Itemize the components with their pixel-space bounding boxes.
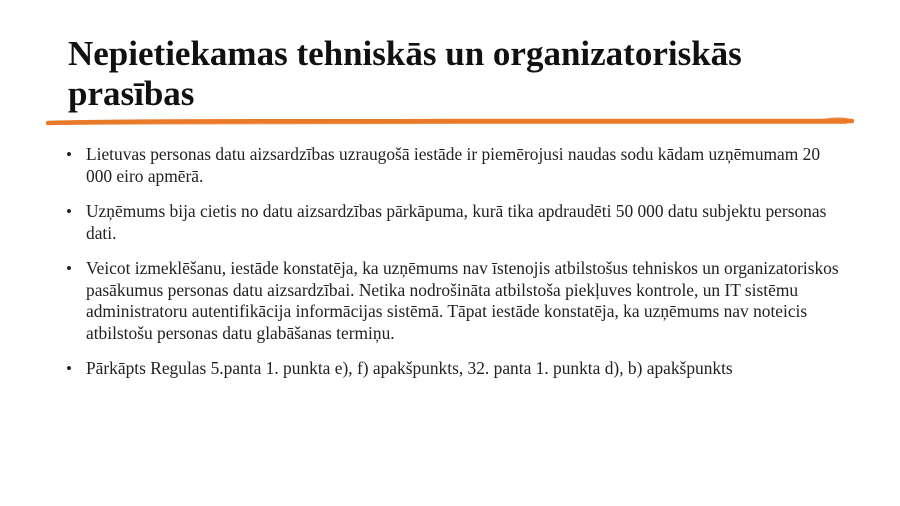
bullet-item <box>66 201 846 244</box>
bullet-dot: • <box>66 202 72 221</box>
bullet-list <box>66 144 846 394</box>
title-underline-brush <box>46 114 854 130</box>
brush-stroke-texture <box>52 123 846 124</box>
bullet-dot: • <box>66 359 72 378</box>
bullet-item <box>66 258 846 344</box>
bullet-dot: • <box>66 259 72 278</box>
bullet-item <box>66 144 846 187</box>
bullet-dot: • <box>66 145 72 164</box>
bullet-text: Lietuvas personas datu aizsardzības uzraugošā iestāde ir piemērojusi naudas sodu kādam uzņēmumam 20 000 eiro apmērā. <box>86 144 821 186</box>
bullet-item <box>66 358 846 380</box>
bullet-text: Veicot izmeklēšanu, iestāde konstatēja, ka uzņēmums nav īstenojis atbilstošus tehniskos un organizatoriskos pasākumus personas datu aizsardzībai. Netika nodrošināta atbilstoša piekļuves kontrole, un IT sistēmu administratoru autentifikācija informācijas sistēmā. Tāpat iestāde konstatēja, ka uzņēmums nav noteicis atbilstošu personas datu glabāšanas termiņu. <box>86 258 839 343</box>
bullet-text: Pārkāpts Regulas 5.panta 1. punkta e), f) apakšpunkts, 32. panta 1. punkta d), b) apakšpunkts <box>86 358 733 378</box>
bullet-text: Uzņēmums bija cietis no datu aizsardzības pārkāpuma, kurā tika apdraudēti 50 000 datu subjektu personas dati. <box>86 201 827 243</box>
slide-title: Nepietiekamas tehniskās un organizatoriskās prasības <box>68 34 742 113</box>
